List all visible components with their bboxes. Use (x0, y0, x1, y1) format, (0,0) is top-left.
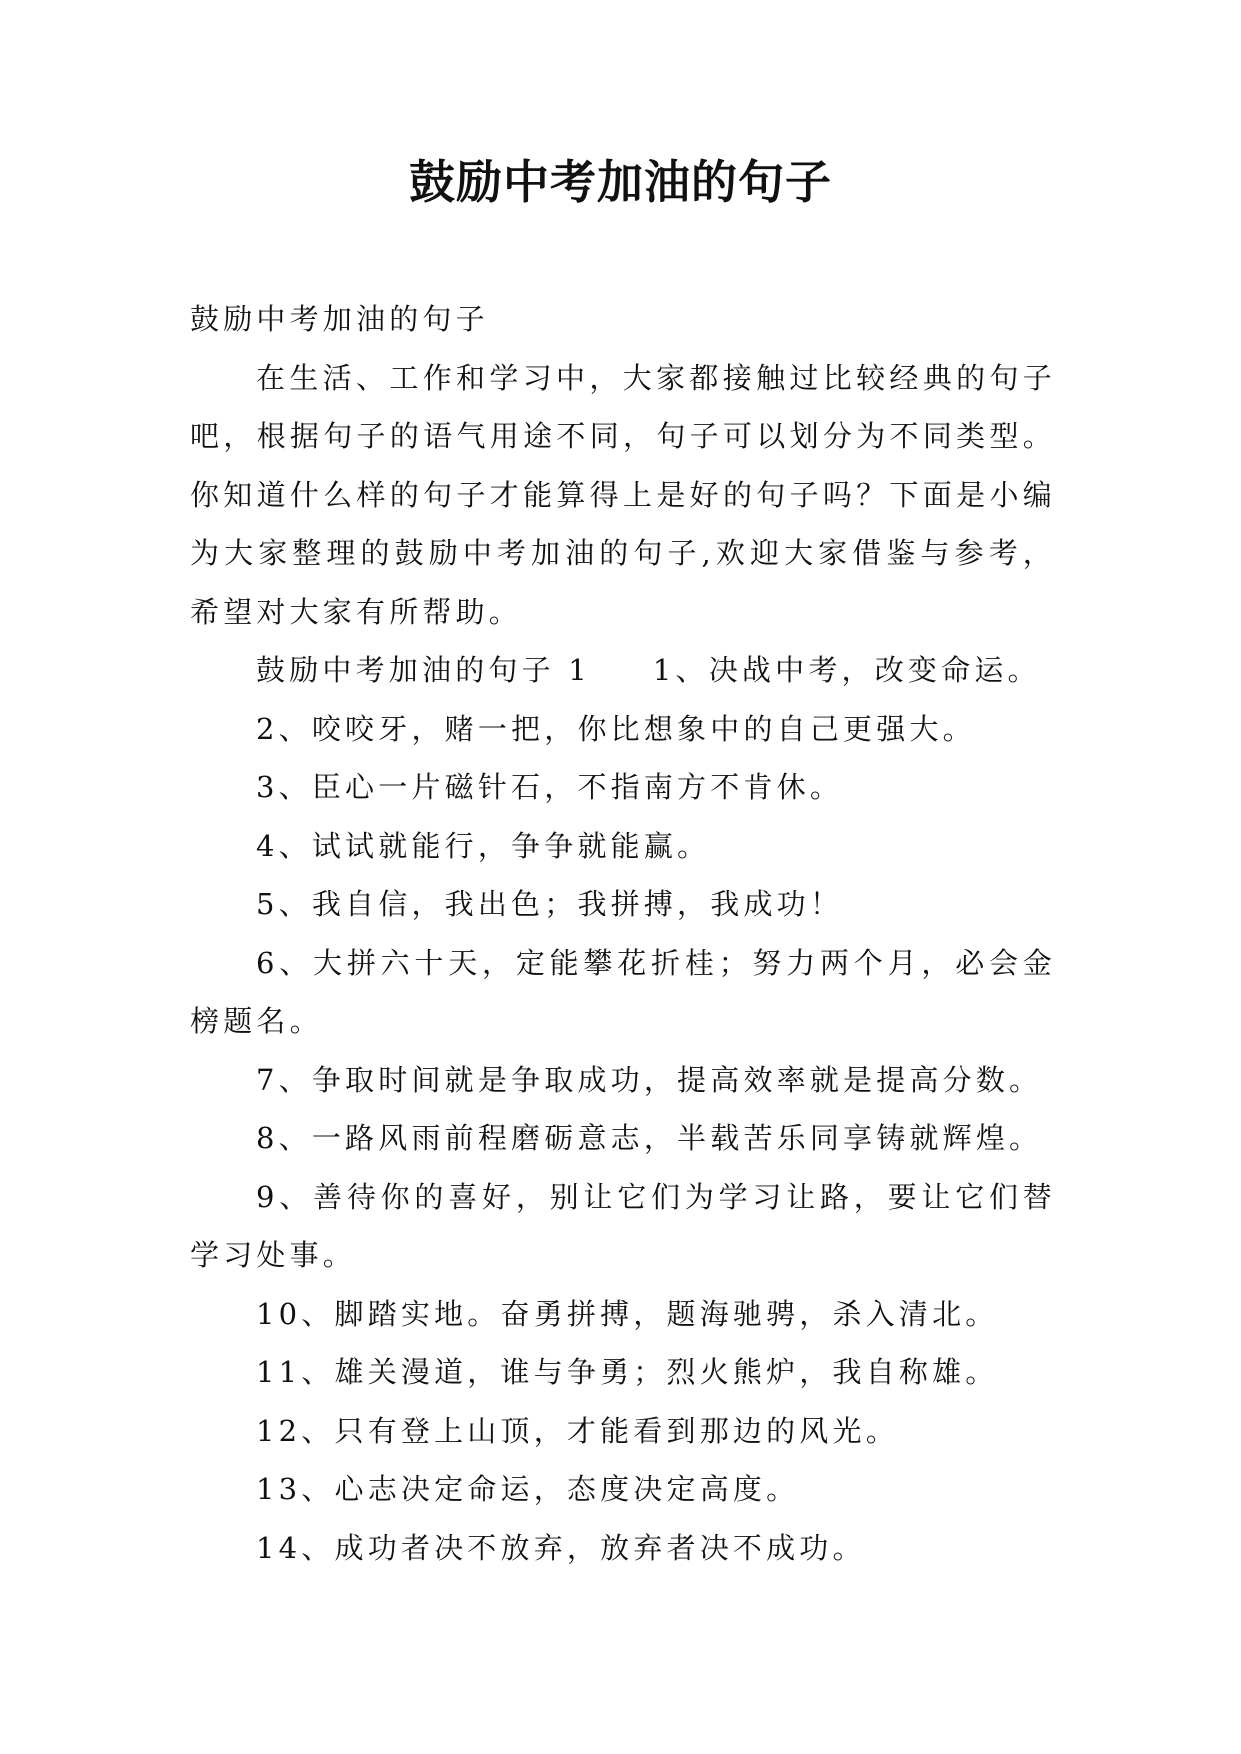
list-item: 12、只有登上山顶，才能看到那边的风光。 (256, 1413, 899, 1448)
document-body (190, 290, 1056, 1577)
list-item: 3、臣心一片磁针石，不指南方不肯休。 (256, 770, 844, 804)
list-item: 13、心志决定命运，态度决定高度。 (256, 1472, 800, 1506)
document-title: 鼓励中考加油的句子 (409, 155, 832, 209)
list-item: 6、大拼六十天，定能攀花折桂；努力两个月，必会金榜题名。 (190, 945, 1056, 1038)
list-item: 2、咬咬牙，赌一把，你比想象中的自己更强大。 (256, 711, 976, 746)
intro-paragraph: 在生活、工作和学习中，大家都接触过比较经典的句子吧，根据句子的语气用途不同，句子可以划分为不同类型。你知道什么样的句子才能算得上是好的句子吗？下面是小编为大家整理的鼓励中考加油的句子,欢迎大家借鉴与参考，希望对大家有所帮助。 (190, 360, 1056, 629)
list-item: 7、争取时间就是争取成功，提高效率就是提高分数。 (256, 1062, 1043, 1097)
list-item: 10、脚踏实地。奋勇拼搏，题海驰骋，杀入清北。 (256, 1296, 999, 1331)
section-heading: 鼓励中考加油的句子 (190, 302, 489, 336)
list-item: 11、雄关漫道，谁与争勇；烈火熊炉，我自称雄。 (256, 1355, 999, 1389)
list-item: 1、决战中考，改变命运。 (652, 653, 1041, 687)
list-item: 14、成功者决不放弃，放弃者决不成功。 (256, 1530, 866, 1565)
list-item: 8、一路风雨前程磨砺意志，半载苦乐同享铸就辉煌。 (256, 1121, 1043, 1155)
section-label: 鼓励中考加油的句子 1 (256, 653, 591, 687)
section-first-line (190, 641, 1056, 700)
list-item: 5、我自信，我出色；我拼搏，我成功！ (256, 887, 844, 921)
list-item: 9、善待你的喜好，别让它们为学习让路，要让它们替学习处事。 (190, 1179, 1056, 1272)
list-item: 4、试试就能行，争争就能赢。 (256, 828, 711, 863)
